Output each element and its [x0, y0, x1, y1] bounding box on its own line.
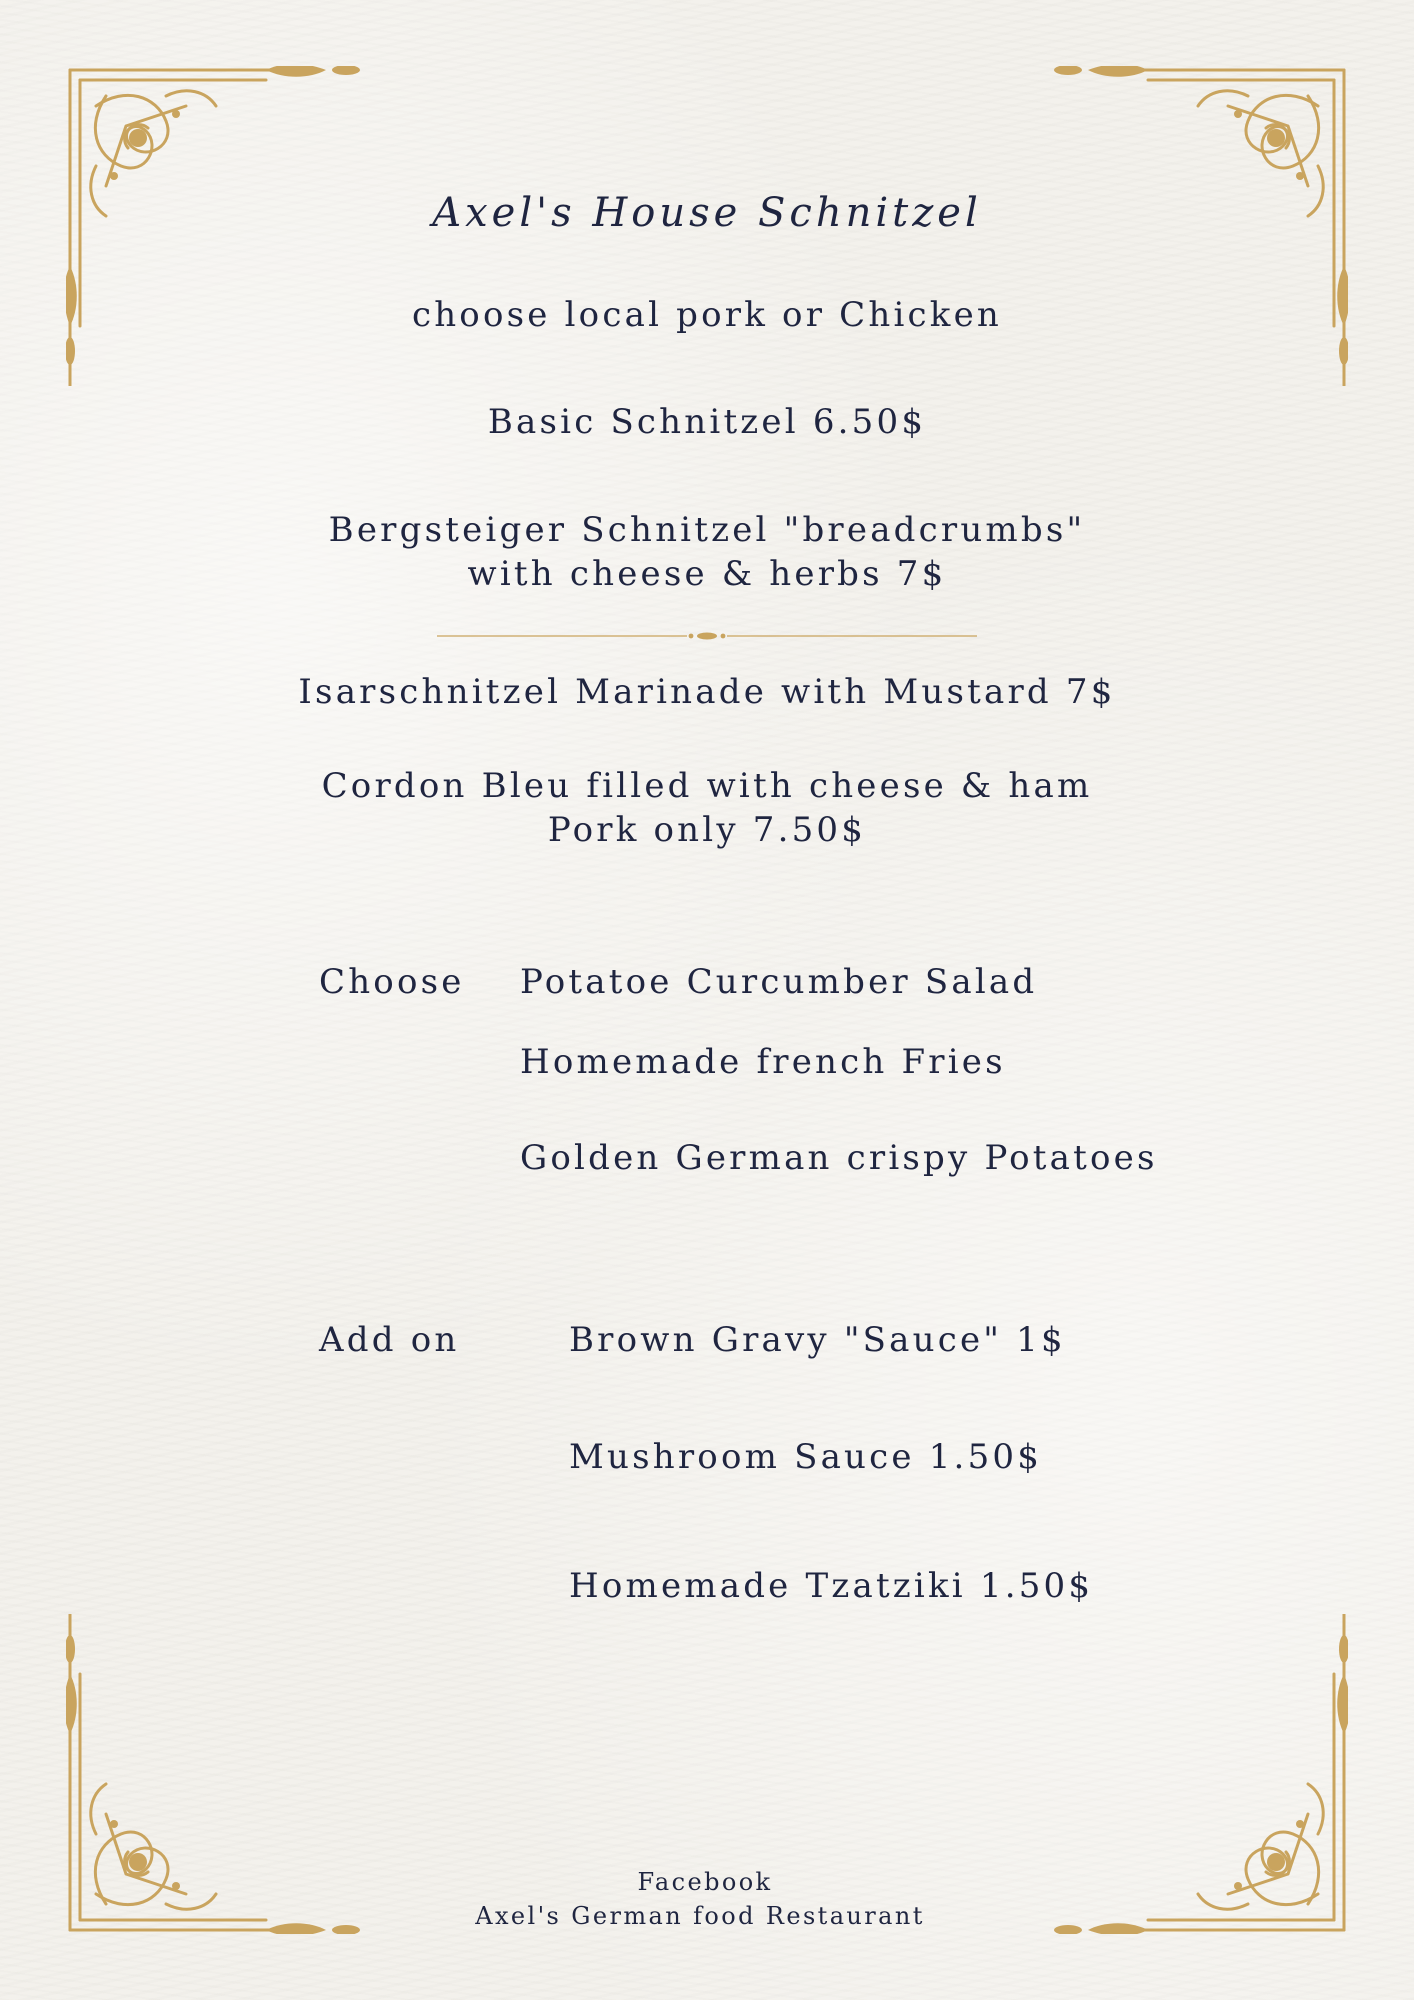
divider-ornament-icon: [437, 629, 977, 643]
side-option: Golden German crispy Potatoes: [520, 1138, 1158, 1178]
menu-item-cordon-bleu-line2: Pork only 7.50$: [547, 810, 867, 850]
side-option: Homemade french Fries: [520, 1042, 1006, 1082]
menu-item-isarschnitzel: Isarschnitzel Marinade with Mustard 7$: [298, 672, 1116, 712]
addon-option: Homemade Tzatziki 1.50$: [569, 1566, 1094, 1606]
menu-title: Axel's House Schnitzel: [432, 190, 982, 236]
addons-label: Add on: [319, 1320, 460, 1360]
footer-facebook: Facebook: [637, 1868, 773, 1896]
menu-item-bergsteiger-line1: Bergsteiger Schnitzel "breadcrumbs": [328, 510, 1086, 550]
addon-option: Mushroom Sauce 1.50$: [569, 1437, 1043, 1477]
side-option: Potatoe Curcumber Salad: [520, 962, 1038, 1002]
menu-item-bergsteiger-line2: with cheese & herbs 7$: [467, 554, 947, 594]
menu-item-cordon-bleu-line1: Cordon Bleu filled with cheese & ham: [321, 766, 1093, 806]
menu-item-basic-schnitzel: Basic Schnitzel 6.50$: [487, 402, 927, 442]
menu-subtitle: choose local pork or Chicken: [411, 295, 1003, 335]
addon-option: Brown Gravy "Sauce" 1$: [569, 1320, 1066, 1360]
sides-label: Choose: [319, 962, 465, 1002]
divider-line: [437, 628, 977, 642]
footer-restaurant-name: Axel's German food Restaurant: [475, 1902, 925, 1930]
